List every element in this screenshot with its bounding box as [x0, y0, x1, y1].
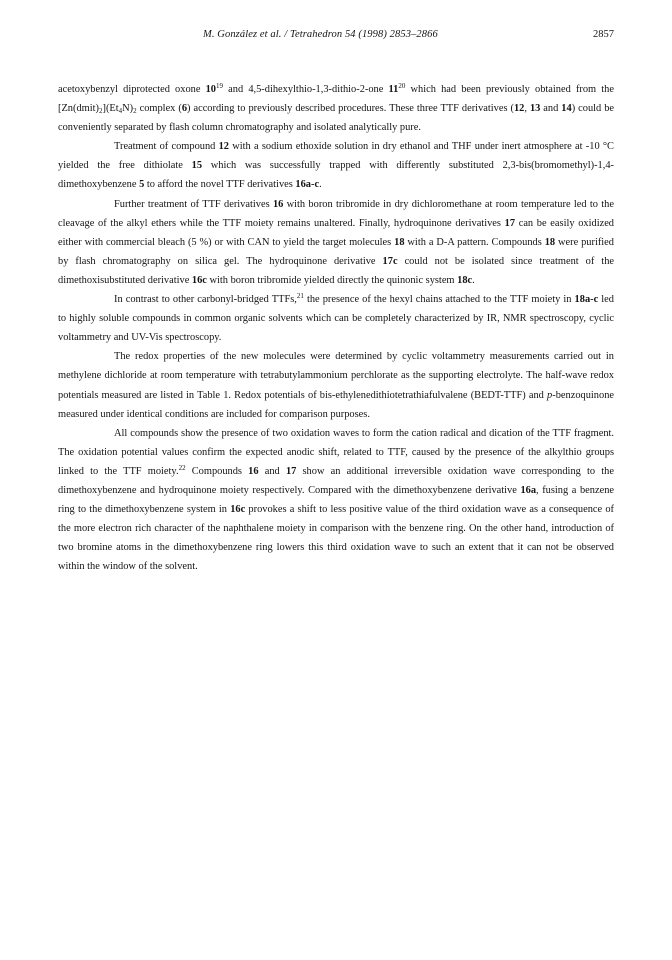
text-run: All compounds show the presence of two oxidation waves to form the cation radical and dication of the TTF fragment. The oxidation potential values confirm the expected anodic shift, related to TTF, caused by the presence of the alkylthio groups linked to the TTF moiety. [58, 427, 614, 477]
text-run: complex ( [136, 103, 182, 115]
text-run: and [258, 465, 286, 477]
compound-number: 18a-c [574, 294, 599, 306]
paragraph-p5 [58, 347, 614, 423]
compound-number: 16a [520, 484, 537, 496]
text-run: Compounds [185, 465, 249, 477]
text-run: ) could be conveniently separated by flash column chromatography and isolated analytically pure. [58, 103, 615, 134]
compound-number: 16 [272, 198, 284, 210]
compound-number: 16c [230, 504, 246, 516]
text-run: . [319, 179, 322, 191]
compound-number: 17 [285, 465, 297, 477]
reference-superscript: 22 [178, 463, 186, 472]
paragraph-p3 [58, 195, 614, 290]
text-run: the presence of the hexyl chains attached to the TTF moiety in [303, 294, 575, 306]
text-run: , [524, 103, 530, 115]
compound-number: 12 [513, 103, 525, 115]
text-run: led to highly soluble compounds in common organic solvents which can be completely characterized by IR, NMR spectroscopy, cyclic voltammetry and UV-Vis spectroscopy. [58, 294, 614, 344]
text-run: N) [122, 103, 134, 115]
compound-number: 15 [191, 160, 203, 172]
compound-number: 11 [388, 84, 399, 95]
compound-number: 13 [529, 103, 541, 115]
compound-number: 18 [544, 236, 556, 248]
subscript: 2 [133, 107, 137, 116]
text-run: and [540, 103, 562, 115]
text-run: which was successfully trapped with differently substituted 2,3-bis(bromomethyl)-1,4-dimethoxybenzene [58, 160, 614, 191]
compound-number: 5 [139, 179, 145, 191]
text-run: -benzoquinone measured under identical conditions are included for comparison purposes. [58, 389, 614, 420]
subscript: 2 [98, 107, 103, 116]
running-head: M. González et al. / Tetrahedron 54 (1998) 2853–2866 [203, 29, 438, 40]
compound-number: 17 [504, 217, 516, 229]
body-text [58, 80, 614, 576]
subscript: 4 [118, 107, 123, 116]
compound-number: 16a-c [295, 179, 320, 191]
compound-number: 16 [248, 465, 259, 477]
page-header [58, 29, 614, 43]
reference-superscript: 20 [398, 82, 406, 90]
paragraph-p4 [58, 290, 614, 347]
text-run: can be easily oxidized either with commercial bleach (5 %) or with CAN to yield the target molecules [58, 217, 615, 248]
text-run: The redox properties of the new molecules were determined by cyclic voltammetry measurements carried out in methylene dichloride at room temperature with tetrabutylammonium perchlorate as the supporting electrolyte. The half-wave redox potentials measured are listed in Table 1. Redox potentials of bis-ethylenedithiotetrathiafulvalene (BEDT-TTF) and [58, 351, 614, 401]
text-run: In contrast to other carbonyl-bridged TTFs, [114, 294, 297, 306]
text-run: . [472, 274, 475, 286]
text-run: , fusing a benzene ring to the dimethoxybenzene system in [58, 484, 615, 516]
text-run: ](Et [102, 103, 119, 115]
compound-number: 18 [394, 236, 405, 248]
reference-superscript: 19 [216, 82, 223, 90]
page-number: 2857 [593, 29, 614, 40]
text-run: acetoxybenzyl diprotected oxone [58, 84, 206, 95]
compound-number: 16c [191, 274, 207, 286]
text-run: ) according to previously described procedures. These three TTF derivatives ( [187, 103, 514, 115]
text-run: show an additional irreversible oxidation wave corresponding to the dimethoxybenzene and hydroquinone moiety respectively. Compared with the dimethoxybenzene derivative [58, 465, 614, 496]
paragraph-p1 [58, 80, 614, 137]
text-run: with boron tribromide yielded directly the quinonic system [206, 274, 458, 286]
text-run: with boron tribromide in dry dichloromethane at room temperature led to the cleavage of the alkyl ethers while the TTF moiety remains unaltered. Finally, hydroquinone derivatives [58, 198, 614, 229]
text-run: with a sodium ethoxide solution in dry ethanol and THF under inert atmosphere at -10 °C yielded the free dithiolate [58, 141, 614, 172]
text-run: were purified by flash chromatography on silica gel. The hydroquinone derivative [58, 236, 614, 267]
compound-number: 12 [218, 141, 229, 153]
text-run: which had been previously obtained from the [Zn(dmit) [58, 84, 614, 115]
text-run: Treatment of compound [114, 141, 219, 153]
text-run: Further treatment of TTF derivatives [114, 198, 273, 210]
text-run: and 4,5-dihexylthio-1,3-dithio-2-one [223, 84, 389, 95]
italic-text: p [547, 389, 553, 401]
compound-number: 6 [181, 103, 188, 115]
reference-superscript: 21 [296, 292, 304, 301]
compound-number: 10 [205, 84, 216, 95]
compound-number: 14 [561, 103, 572, 115]
text-run: to afford the novel TTF derivatives [144, 179, 296, 191]
text-run: could not be isolated since treatment of the dimethoxisubstituted derivative [58, 255, 614, 286]
text-run: provokes a shift to less positive value of the third oxidation wave as a consequence of the more electron rich character of the naphthalene moiety in comparison with the benzene ring. On the other hand, introduction of two bromine atoms in the dimethoxybenzene ring lowers this third oxidation wave to such an extent that it can not be observed within the window of the solvent. [58, 504, 614, 573]
paragraph-p2 [58, 137, 614, 194]
paragraph-p6 [58, 424, 614, 577]
compound-number: 17c [382, 255, 398, 267]
compound-number: 18c [457, 274, 473, 286]
text-run: with a D-A pattern. Compounds [404, 236, 545, 248]
